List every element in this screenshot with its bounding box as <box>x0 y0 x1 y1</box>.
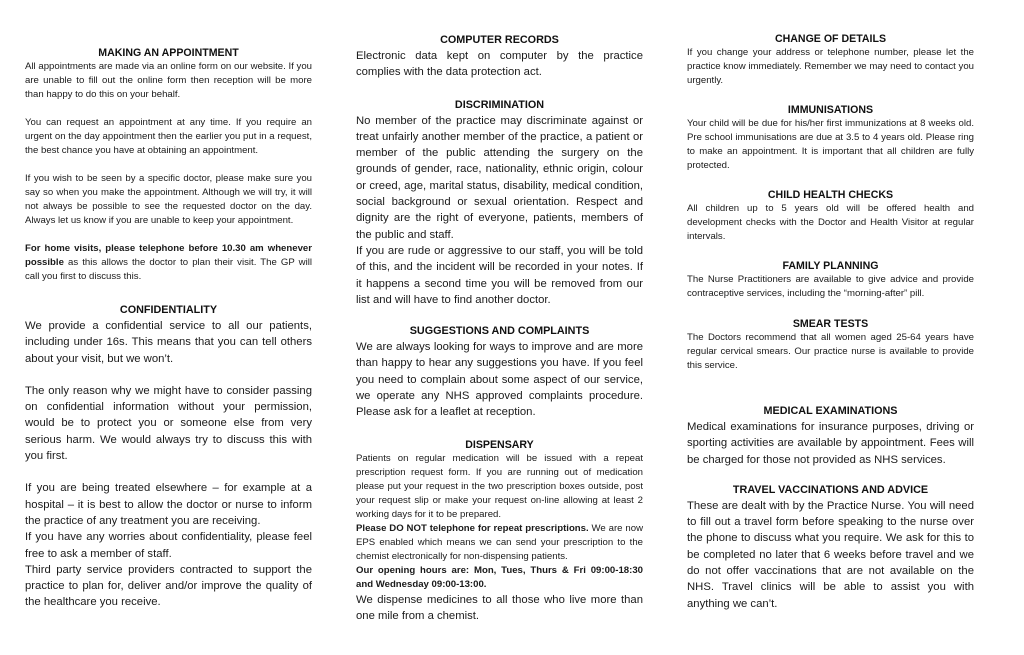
discrimination-paragraph-1: No member of the practice may discriminate against or treat unfairly another member of the practice, a patient or member of the public attending the surgery on the grounds of gender, race, nationality, ethnic origin, colour or creed, age, marital status, disability, medical condition, social background or sexual orientation. Respect and dignity are the right of everyone, patients, members of the public and staff. <box>356 114 643 241</box>
section-family-planning <box>687 259 974 301</box>
section-confidentiality <box>25 302 312 611</box>
section-medical-examinations <box>687 403 974 468</box>
eps-text: We are now EPS enabled which means we can send your prescription to the chemist electronically for non-dispensing patients. <box>356 522 643 562</box>
dispensary-paragraph-1: Patients on regular medication will be issued with a repeat prescription request form. If you are running out of medication please put your request in the two prescription boxes outside, post your request slip or make your request on-line allowing at least 2 working days for it to be prepared. <box>356 452 643 520</box>
travel-paragraph: These are dealt with by the Practice Nurse. You will need to fill out a travel form before speaking to the nurse over the phone to discuss what you require. We ask for this to be completed no later that 6 weeks before travel and we do not offer vaccinations that are not available on the NHS. Travel clinics will be able to assist you with anything we can’t. <box>687 499 974 610</box>
section-change-of-details <box>687 32 974 88</box>
section-smear-tests <box>687 317 974 373</box>
confidentiality-paragraph-1: We provide a confidential service to all our patients, including under 16s. This means that you can tell others about your visit, but we won’t. <box>25 320 312 365</box>
right-column <box>687 32 974 612</box>
confidentiality-paragraph-5: Third party service providers contracted to support the practice to plan for, deliver and/or improve the quality of the healthcare you receive. <box>25 563 312 609</box>
heading-travel-vaccinations: TRAVEL VACCINATIONS AND ADVICE <box>732 483 929 496</box>
immunisations-paragraph: Your child will be due for his/her first immunizations at 8 weeks old. Pre school immunisations are due at 3.5 to 4 years old. Please ring to make an appointment. It is important that all children are fully protected. <box>687 118 974 171</box>
family-planning-paragraph: The Nurse Practitioners are available to give advice and provide contraceptive services, including the “morning-after” pill. <box>687 274 974 299</box>
confidentiality-paragraph-4: If you have any worries about confidentiality, please feel free to ask a member of staff. <box>25 531 312 560</box>
confidentiality-paragraph-2: The only reason why we might have to consider passing on confidential information without your permission, would be to protect you or someone else from very serious harm. We would always try to discuss this with you first. <box>25 384 312 463</box>
opening-hours <box>356 564 643 592</box>
heading-immunisations: IMMUNISATIONS <box>787 104 874 116</box>
computer-records-paragraph: Electronic data kept on computer by the practice complies with the data protection act. <box>356 50 643 79</box>
discrimination-paragraph-2: If you are rude or aggressive to our staff, you will be told of this, and the incident will be recorded in your notes. If it happens a second time you will be removed from our list and will have to find another doctor. <box>356 244 643 306</box>
section-suggestions-complaints <box>356 323 643 420</box>
home-visits-text: as this allows the doctor to plan their visit. The GP will call you first to discuss this. <box>25 257 312 282</box>
heading-child-health-checks: CHILD HEALTH CHECKS <box>767 189 894 201</box>
heading-family-planning: FAMILY PLANNING <box>782 260 879 272</box>
appointment-paragraph-4 <box>25 242 312 284</box>
appointment-paragraph-2: You can request an appointment at any time. If you require an urgent on the day appointment then the earlier you put in a request, the best chance you have at obtaining an appointment. <box>25 117 312 156</box>
heading-medical-examinations: MEDICAL EXAMINATIONS <box>763 405 898 417</box>
dispensary-paragraph-3: We dispense medicines to all those who live more than one mile from a chemist. <box>356 593 643 622</box>
home-visits-bold-text: For home visits, please telephone before 10.30 am whenever possible <box>25 243 312 268</box>
appointment-paragraph-3: If you wish to be seen by a specific doctor, please make sure you say so when you make the appointment. Although we will try, it will not always be possible to see the requested doctor on the day. Always let us know if you are unable to keep your appointment. <box>25 173 312 226</box>
left-column <box>25 46 312 611</box>
section-making-appointment <box>25 46 312 284</box>
heading-change-of-details: CHANGE OF DETAILS <box>774 33 887 45</box>
suggestions-paragraph: We are always looking for ways to improve and are more than happy to hear any suggestions you have. If you feel you need to complain about some aspect of our service, we operate any NHS approved complaints procedure. Please ask for a leaflet at reception. <box>356 341 643 419</box>
section-child-health-checks <box>687 188 974 244</box>
confidentiality-paragraph-3: If you are being treated elsewhere – for example at a hospital – it is best to allow the doctor or nurse to inform the practice of any treatment you are receiving. <box>25 482 312 527</box>
smear-tests-paragraph: The Doctors recommend that all women aged 25-64 years have regular cervical smears. Our practice nurse is available to provide this service. <box>687 332 974 371</box>
section-travel-vaccinations <box>687 482 974 612</box>
section-immunisations <box>687 103 974 173</box>
appointment-paragraph-1: All appointments are made via an online form on our website. If you are unable to fill out the online form then reception will be more than happy to do this on your behalf. <box>25 61 312 100</box>
opening-hours-text: Our opening hours are: Mon, Tues, Thurs & Fri 09:00-18:30 and Wednesday 09:00-13:00. <box>356 564 643 590</box>
heading-discrimination: DISCRIMINATION <box>454 98 545 111</box>
heading-computer-records: COMPUTER RECORDS <box>440 34 559 46</box>
heading-suggestions-complaints: SUGGESTIONS AND COMPLAINTS <box>409 325 590 338</box>
section-computer-records <box>356 32 643 81</box>
section-discrimination <box>356 97 643 309</box>
heading-confidentiality: CONFIDENTIALITY <box>119 304 218 316</box>
heading-dispensary: DISPENSARY <box>465 438 534 451</box>
medical-exams-paragraph: Medical examinations for insurance purposes, driving or sporting activities are available by appointment. Fees will be charged for those not provided as NHS services. <box>687 421 974 466</box>
heading-smear-tests: SMEAR TESTS <box>792 318 869 330</box>
no-telephone-bold-text: Please DO NOT telephone for repeat prescriptions. <box>356 522 589 534</box>
change-details-paragraph: If you change your address or telephone number, please let the practice know immediately. Remember we may need to contact you urgently. <box>687 47 974 86</box>
dispensary-paragraph-2 <box>356 522 643 564</box>
middle-column <box>356 32 643 624</box>
section-dispensary <box>356 438 643 625</box>
child-health-paragraph: All children up to 5 years old will be offered health and development checks with the Doctor and Health Visitor at regular intervals. <box>687 203 974 242</box>
heading-making-appointment: MAKING AN APPOINTMENT <box>98 47 239 59</box>
